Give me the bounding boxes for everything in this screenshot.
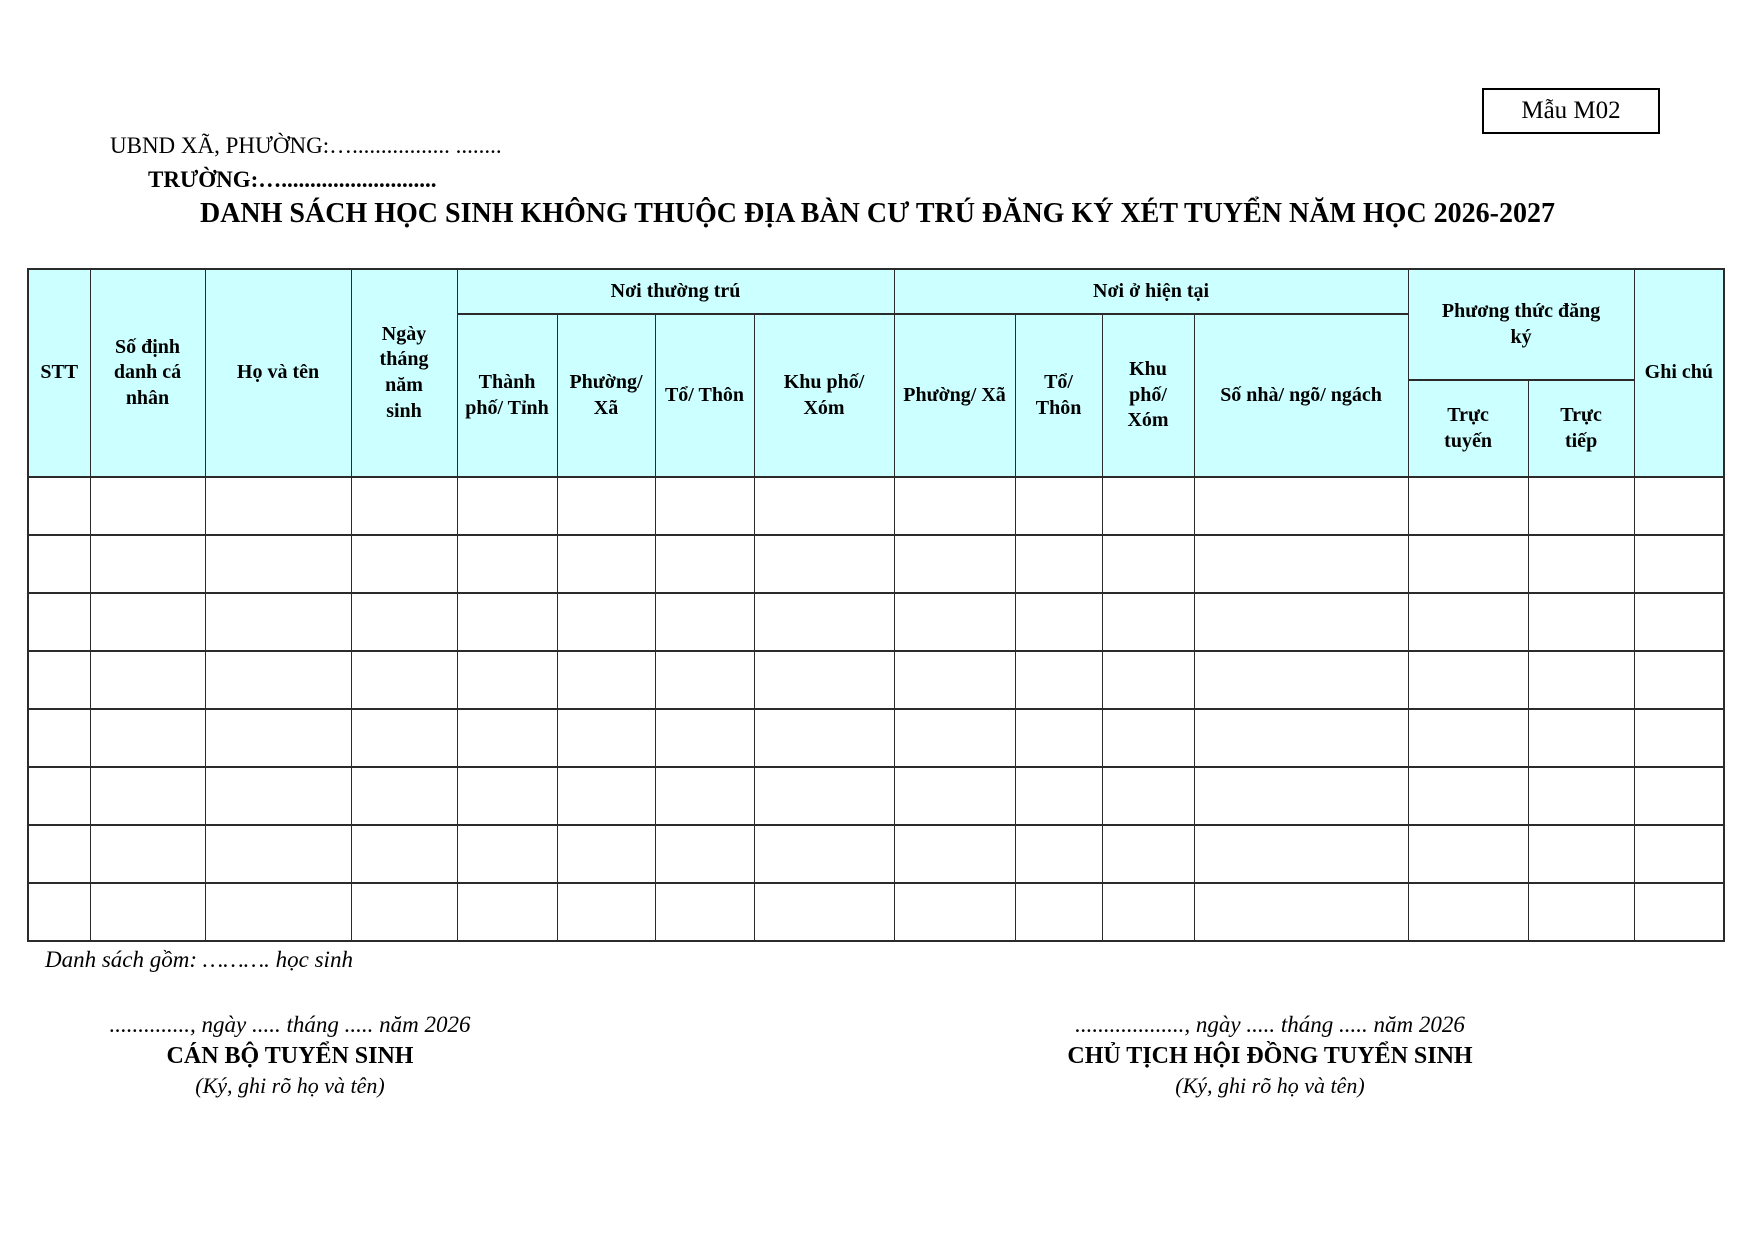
empty-cell (655, 883, 754, 941)
empty-cell (1634, 883, 1724, 941)
empty-cell (351, 825, 457, 883)
empty-cell (655, 767, 754, 825)
empty-cell (1528, 477, 1634, 535)
empty-cell (1194, 825, 1408, 883)
column-header-perm-ward-commune: Phường/ Xã (557, 314, 655, 477)
org-school-line: TRƯỜNG:…........................... (148, 167, 437, 192)
empty-cell (1528, 825, 1634, 883)
signature-note: (Ký, ghi rõ họ và tên) (195, 1073, 385, 1098)
empty-cell (655, 825, 754, 883)
empty-cell (557, 767, 655, 825)
page-title: DANH SÁCH HỌC SINH KHÔNG THUỘC ĐỊA BÀN CƯ TRÚ ĐĂNG KÝ XÉT TUYỂN NĂM HỌC 2026-2027 (199, 198, 1555, 229)
empty-cell (457, 477, 557, 535)
empty-cell (894, 825, 1015, 883)
empty-cell (1015, 477, 1102, 535)
empty-cell (1015, 767, 1102, 825)
empty-cell (894, 709, 1015, 767)
empty-cell (1408, 593, 1528, 651)
empty-cell (1408, 709, 1528, 767)
column-header-house-number: Số nhà/ ngõ/ ngách (1194, 314, 1408, 477)
empty-cell (28, 593, 90, 651)
empty-cell (754, 825, 894, 883)
empty-cell (1528, 593, 1634, 651)
empty-cell (1634, 767, 1724, 825)
empty-cell (1634, 477, 1724, 535)
org-commune-line: UBND XÃ, PHƯỜNG:…................. ........ (110, 133, 502, 158)
column-header-dob: Ngày tháng năm sinh (351, 269, 457, 477)
empty-cell (1634, 651, 1724, 709)
empty-cell (90, 535, 205, 593)
empty-cell (1634, 535, 1724, 593)
empty-cell (205, 709, 351, 767)
empty-cell (1102, 883, 1194, 941)
empty-cell (28, 651, 90, 709)
table-header (28, 269, 1724, 477)
empty-cell (1528, 767, 1634, 825)
empty-cell (1634, 825, 1724, 883)
empty-cell (1102, 651, 1194, 709)
empty-cell (1634, 709, 1724, 767)
empty-cell (1408, 883, 1528, 941)
empty-cell (90, 883, 205, 941)
empty-cell (754, 883, 894, 941)
empty-cell (754, 593, 894, 651)
empty-cell (90, 477, 205, 535)
empty-cell (894, 883, 1015, 941)
empty-cell (90, 709, 205, 767)
empty-cell (1015, 593, 1102, 651)
column-header-online: Trực tuyến (1408, 380, 1528, 477)
table-row (28, 709, 1724, 767)
column-header-in-person: Trực tiếp (1528, 380, 1634, 477)
empty-cell (205, 535, 351, 593)
summary-line: Danh sách gồm: ………. học sinh (45, 947, 353, 972)
empty-cell (205, 767, 351, 825)
column-header-notes: Ghi chú (1634, 269, 1724, 477)
table-row (28, 477, 1724, 535)
table-row (28, 825, 1724, 883)
empty-cell (351, 709, 457, 767)
empty-cell (894, 593, 1015, 651)
empty-cell (351, 883, 457, 941)
empty-cell (205, 883, 351, 941)
empty-cell (655, 709, 754, 767)
empty-cell (351, 651, 457, 709)
group-header-permanent-residence: Nơi thường trú (457, 269, 894, 314)
column-header-curr-ward-commune: Phường/ Xã (894, 314, 1015, 477)
empty-cell (655, 477, 754, 535)
empty-cell (1194, 651, 1408, 709)
column-header-curr-quarter: Khu phố/ Xóm (1102, 314, 1194, 477)
table-row (28, 651, 1724, 709)
signature-note: (Ký, ghi rõ họ và tên) (1175, 1073, 1365, 1098)
column-header-curr-group-hamlet: Tổ/ Thôn (1015, 314, 1102, 477)
empty-cell (1194, 883, 1408, 941)
signature-date-line: .............., ngày ..... tháng ..... năm 2026 (109, 1012, 471, 1037)
empty-cell (754, 767, 894, 825)
empty-cell (557, 651, 655, 709)
empty-cell (457, 883, 557, 941)
column-header-stt: STT (28, 269, 90, 477)
empty-cell (894, 767, 1015, 825)
empty-cell (894, 477, 1015, 535)
group-header-current-residence: Nơi ở hiện tại (894, 269, 1408, 314)
signature-block-left (75, 1012, 505, 1099)
empty-cell (557, 593, 655, 651)
empty-cell (1102, 825, 1194, 883)
empty-cell (1408, 477, 1528, 535)
empty-cell (1528, 883, 1634, 941)
signature-role: CHỦ TỊCH HỘI ĐỒNG TUYỂN SINH (1067, 1043, 1473, 1069)
empty-cell (205, 825, 351, 883)
empty-cell (90, 651, 205, 709)
table-row (28, 883, 1724, 941)
empty-cell (557, 535, 655, 593)
empty-cell (351, 535, 457, 593)
empty-cell (457, 767, 557, 825)
empty-cell (1102, 535, 1194, 593)
column-header-perm-quarter: Khu phố/ Xóm (754, 314, 894, 477)
empty-cell (1408, 651, 1528, 709)
empty-cell (1015, 651, 1102, 709)
empty-cell (1102, 767, 1194, 825)
empty-cell (351, 767, 457, 825)
empty-cell (28, 535, 90, 593)
empty-cell (894, 535, 1015, 593)
empty-cell (1194, 709, 1408, 767)
empty-cell (1015, 825, 1102, 883)
empty-cell (1528, 651, 1634, 709)
empty-cell (557, 825, 655, 883)
empty-cell (754, 477, 894, 535)
empty-cell (205, 477, 351, 535)
empty-cell (894, 651, 1015, 709)
empty-cell (754, 535, 894, 593)
empty-cell (1015, 535, 1102, 593)
empty-cell (28, 709, 90, 767)
empty-cell (205, 593, 351, 651)
empty-cell (28, 825, 90, 883)
empty-cell (557, 883, 655, 941)
empty-cell (1194, 593, 1408, 651)
empty-cell (457, 593, 557, 651)
table-row (28, 593, 1724, 651)
empty-cell (457, 535, 557, 593)
table-row (28, 535, 1724, 593)
empty-cell (1015, 883, 1102, 941)
table-row (28, 767, 1724, 825)
empty-cell (457, 825, 557, 883)
empty-cell (1408, 825, 1528, 883)
signature-date-line: ..................., ngày ..... tháng ..... năm 2026 (1075, 1012, 1465, 1037)
empty-cell (754, 651, 894, 709)
empty-cell (205, 651, 351, 709)
empty-cell (1015, 709, 1102, 767)
student-list-table (27, 268, 1725, 942)
column-header-id-number: Số định danh cá nhân (90, 269, 205, 477)
signature-block-right (1015, 1012, 1525, 1099)
empty-cell (1528, 535, 1634, 593)
empty-cell (1194, 477, 1408, 535)
empty-cell (655, 535, 754, 593)
empty-cell (655, 593, 754, 651)
empty-cell (457, 709, 557, 767)
empty-cell (655, 651, 754, 709)
empty-cell (754, 709, 894, 767)
empty-cell (1194, 767, 1408, 825)
empty-cell (1102, 593, 1194, 651)
empty-cell (557, 709, 655, 767)
group-header-registration-method: Phương thức đăng ký (1408, 269, 1634, 380)
empty-cell (1408, 767, 1528, 825)
empty-cell (351, 477, 457, 535)
empty-cell (1634, 593, 1724, 651)
signature-role: CÁN BỘ TUYỂN SINH (166, 1043, 414, 1069)
empty-cell (28, 883, 90, 941)
empty-cell (1194, 535, 1408, 593)
empty-cell (557, 477, 655, 535)
empty-cell (90, 593, 205, 651)
empty-cell (28, 767, 90, 825)
column-header-perm-city-province: Thành phố/ Tỉnh (457, 314, 557, 477)
column-header-perm-group-hamlet: Tổ/ Thôn (655, 314, 754, 477)
empty-cell (1408, 535, 1528, 593)
empty-cell (28, 477, 90, 535)
empty-cell (457, 651, 557, 709)
empty-cell (1102, 709, 1194, 767)
form-code-badge: Mẫu M02 (1482, 88, 1660, 134)
column-header-full-name: Họ và tên (205, 269, 351, 477)
empty-cell (1528, 709, 1634, 767)
empty-cell (90, 825, 205, 883)
empty-cell (90, 767, 205, 825)
empty-cell (351, 593, 457, 651)
empty-cell (1102, 477, 1194, 535)
table-body (28, 477, 1724, 941)
